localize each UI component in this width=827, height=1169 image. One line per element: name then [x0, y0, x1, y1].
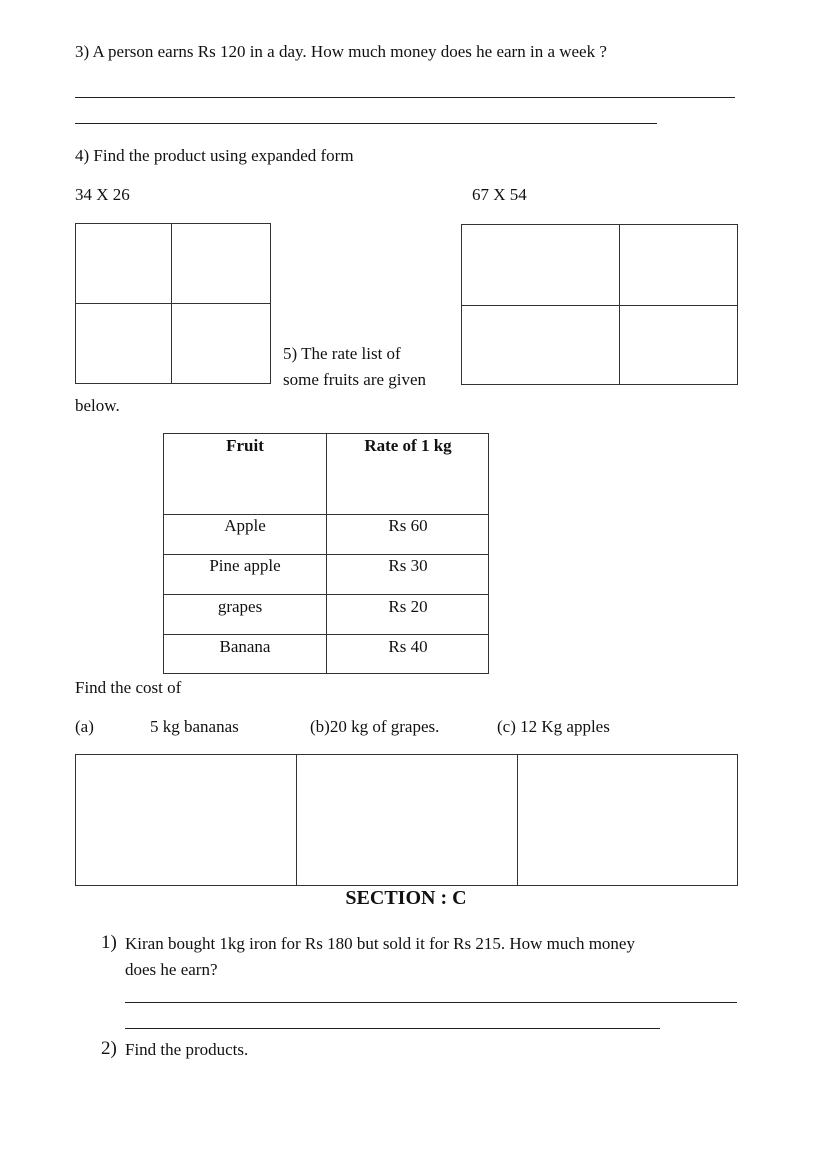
fruit-rate-table [163, 433, 489, 674]
question-4-right-expression: 67 X 54 [472, 185, 527, 204]
section-c-q1-line1: Kiran bought 1kg iron for Rs 180 but sold it for Rs 215. How much money [125, 934, 635, 953]
answer-line [125, 1002, 737, 1003]
table-cell-rate: Rs 60 [388, 516, 428, 535]
question-5-text-line2: some fruits are given [283, 370, 427, 389]
table-cell-fruit: grapes [217, 597, 263, 616]
question-4-left-expression: 34 X 26 [75, 185, 130, 204]
box-divider [517, 755, 518, 885]
table-divider [164, 514, 488, 515]
table-divider [164, 554, 488, 555]
question-4-text: 4) Find the product using expanded form [75, 146, 354, 165]
part-a-text: 5 kg bananas [150, 717, 239, 736]
section-c-title: SECTION : C [345, 887, 467, 909]
box-divider [296, 755, 297, 885]
table-cell-fruit: Banana [219, 637, 271, 656]
answer-line [75, 97, 735, 98]
question-3-text: 3) A person earns Rs 120 in a day. How much money does he earn in a week ? [75, 42, 607, 61]
answer-line [75, 123, 657, 124]
table-header-rate: Rate of 1 kg [364, 436, 452, 455]
table-divider [164, 634, 488, 635]
table-cell-fruit: Pine apple [209, 556, 281, 575]
part-c-text: (c) 12 Kg apples [497, 717, 610, 736]
section-c-q1-number: 1) [101, 932, 117, 953]
section-c-q2-number: 2) [101, 1038, 117, 1059]
table-cell-rate: Rs 20 [388, 597, 428, 616]
find-cost-label: Find the cost of [75, 678, 182, 697]
section-c-q2-text: Find the products. [125, 1040, 249, 1059]
grid-divider [76, 303, 270, 304]
table-divider [164, 594, 488, 595]
table-cell-fruit: Apple [224, 516, 266, 535]
grid-divider [462, 305, 737, 306]
table-cell-rate: Rs 30 [388, 556, 428, 575]
answer-boxes [75, 754, 738, 886]
part-b-text: (b)20 kg of grapes. [310, 717, 440, 736]
right-multiplication-grid [461, 224, 738, 385]
part-a-label: (a) [75, 717, 94, 736]
question-5-text-line3: below. [75, 396, 120, 415]
section-c-q1-line2: does he earn? [125, 960, 218, 979]
table-header-fruit: Fruit [226, 436, 264, 455]
left-multiplication-grid [75, 223, 271, 384]
question-5-text-line1: 5) The rate list of [283, 344, 401, 363]
table-cell-rate: Rs 40 [388, 637, 428, 656]
answer-line [125, 1028, 660, 1029]
